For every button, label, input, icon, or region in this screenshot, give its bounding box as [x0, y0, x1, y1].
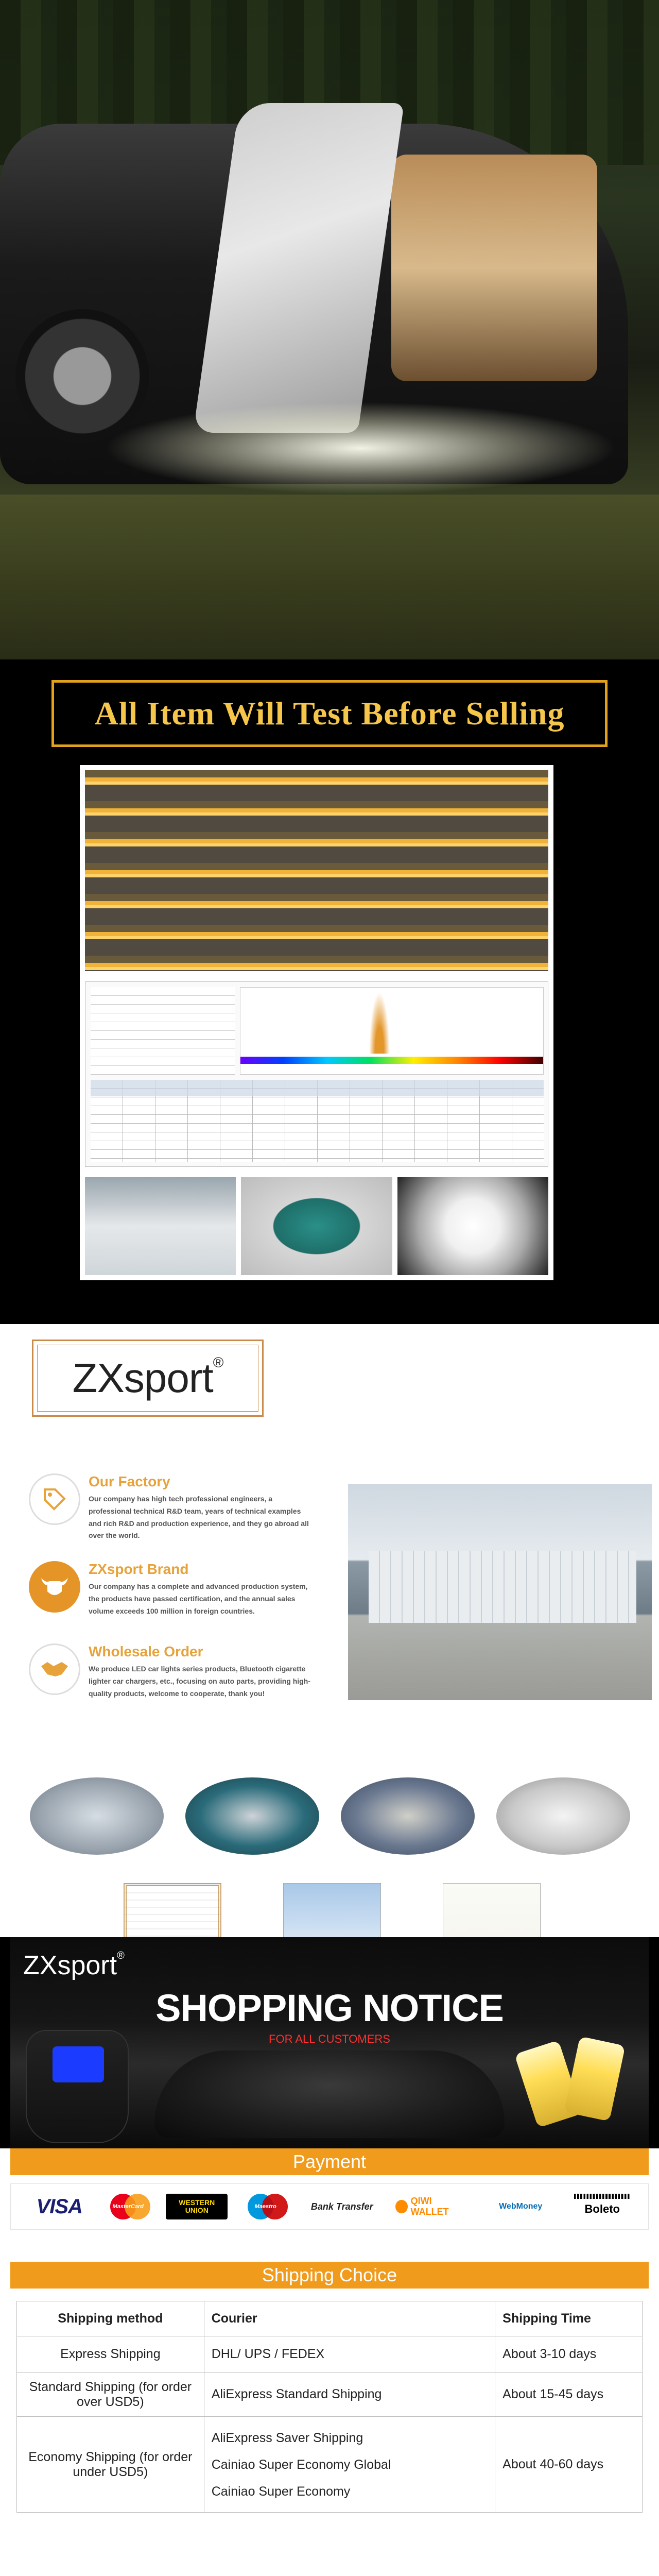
report-summary-rows: [91, 987, 235, 1075]
zxsport-logo-text: [73, 1354, 223, 1402]
company-section: [0, 1324, 659, 1937]
car-charger-image: [26, 2030, 129, 2143]
webmoney-logo: WebMoney: [499, 2202, 543, 2211]
visa-logo: VISA: [36, 2195, 82, 2218]
logo-wordmark: ZXsport: [72, 1355, 213, 1401]
shipping-time: About 15-45 days: [495, 2372, 643, 2417]
test-section: [0, 659, 659, 1324]
shipping-courier: Cainiao Super Economy Global: [211, 2457, 391, 2472]
led-bulb-2: [564, 2036, 625, 2121]
led-bulbs-image: [515, 2030, 628, 2133]
feature-desc: Our company has high tech professional engineers, a professional technical R&D team, years of technical examples and rich R&D and production experience, and they go abroad all over the world.: [89, 1495, 309, 1540]
qiwi-icon: [395, 2200, 408, 2213]
qiwi-label: QIWI WALLET: [410, 2196, 449, 2217]
notice-brand-text: ZXsport: [23, 1951, 117, 1980]
test-banner: [51, 680, 608, 747]
car-silhouette: [154, 2050, 505, 2138]
mastercard-logo: [105, 2194, 151, 2219]
table-row: [17, 2417, 643, 2513]
integrating-sphere-photo: [241, 1177, 392, 1275]
notice-registered-mark: ®: [117, 1950, 125, 1961]
zxsport-logo-inner: [37, 1345, 258, 1412]
feature-desc: Our company has a complete and advanced production system, the products have passed certification, and the annual sales volume exceeds 100 million in foreign countries.: [89, 1582, 308, 1615]
zxsport-logo: [32, 1340, 264, 1417]
shipping-courier: AliExpress Standard Shipping: [204, 2372, 495, 2417]
boleto-logo: Boleto: [574, 2194, 631, 2219]
notice-background: [10, 1937, 649, 2148]
notice-brand: [23, 1950, 125, 1981]
column-header-time: Shipping Time: [495, 2301, 643, 2336]
bulb-burn-in-photo: [85, 1177, 236, 1275]
spectrum-peak: [369, 992, 390, 1054]
shipping-heading: Shipping Choice: [10, 2262, 649, 2289]
shipping-courier: DHL/ UPS / FEDEX: [204, 2336, 495, 2372]
shopping-notice-banner: [0, 1937, 659, 2148]
certificate-2: [283, 1883, 381, 1937]
report-data-table: [91, 1080, 544, 1162]
feature-desc: We produce LED car lights series products, Bluetooth cigarette lighter car chargers, etc., focusing on auto parts, providing high-quality products, welcome to cooperate, thank you!: [89, 1665, 310, 1698]
bulb-testing-rack-photo: [85, 770, 548, 971]
lab-test-collage: [80, 765, 553, 1280]
workshop-photo-3: [341, 1777, 475, 1855]
shipping-time: About 40-60 days: [495, 2417, 643, 2513]
qiwi-wallet-logo: [395, 2194, 467, 2219]
maestro-logo: [242, 2194, 289, 2219]
western-union-logo: WESTERN UNION: [166, 2194, 228, 2219]
shipping-method: Express Shipping: [17, 2336, 204, 2372]
shipping-method: Economy Shipping (for order under USD5): [17, 2417, 204, 2513]
maestro-label: Maestro: [254, 2204, 276, 2210]
table-row: [17, 2336, 643, 2372]
hero-car-photo: [0, 0, 659, 659]
workshop-photo-2: [185, 1777, 319, 1855]
column-header-method: Shipping method: [17, 2301, 204, 2336]
car-interior: [391, 155, 597, 381]
shipping-courier-list: [204, 2417, 495, 2513]
feature-title: Wholesale Order: [89, 1643, 203, 1659]
test-report-image: [85, 981, 548, 1167]
grass-ground: [0, 495, 659, 659]
spectrum-color-bar: [240, 1057, 543, 1064]
table-row: [17, 2372, 643, 2417]
feature-title: ZXsport Brand: [89, 1561, 189, 1577]
handshake-icon: [29, 1643, 80, 1695]
workshop-photos: [30, 1777, 632, 1855]
notice-subtitle: FOR ALL CUSTOMERS: [269, 2032, 390, 2045]
test-banner-text: All Item Will Test Before Selling: [94, 695, 565, 732]
tag-icon: [29, 1473, 80, 1525]
lit-bulb-photo: [397, 1177, 548, 1275]
spectrum-graph: [240, 987, 544, 1075]
factory-building-photo: [348, 1484, 652, 1700]
certificate-1: [124, 1883, 221, 1937]
shipping-table-header: [17, 2301, 643, 2336]
report-table-header: [91, 1080, 544, 1096]
workshop-photo-1: [30, 1777, 164, 1855]
charger-screen: [53, 2046, 104, 2082]
bull-icon: [29, 1561, 80, 1613]
shipping-method: Standard Shipping (for order over USD5): [17, 2372, 204, 2417]
payment-heading: Payment: [10, 2148, 649, 2175]
registered-mark: ®: [213, 1354, 223, 1370]
shipping-table: [16, 2301, 643, 2513]
shipping-time: About 3-10 days: [495, 2336, 643, 2372]
feature-title: Our Factory: [89, 1473, 170, 1489]
certificate-3: [443, 1883, 541, 1937]
led-ground-light: [103, 402, 618, 495]
shipping-courier: AliExpress Saver Shipping: [211, 2430, 363, 2445]
factory-building: [369, 1551, 636, 1623]
payment-methods: [10, 2183, 649, 2230]
notice-title: SHOPPING NOTICE: [155, 1987, 504, 2029]
workshop-photo-4: [496, 1777, 630, 1855]
shipping-courier: Cainiao Super Economy: [211, 2484, 351, 2499]
mastercard-label: MasterCard: [112, 2204, 144, 2210]
column-header-courier: Courier: [204, 2301, 495, 2336]
lab-photos-row: [85, 1177, 548, 1275]
bank-transfer-logo: Bank Transfer: [310, 2201, 373, 2212]
